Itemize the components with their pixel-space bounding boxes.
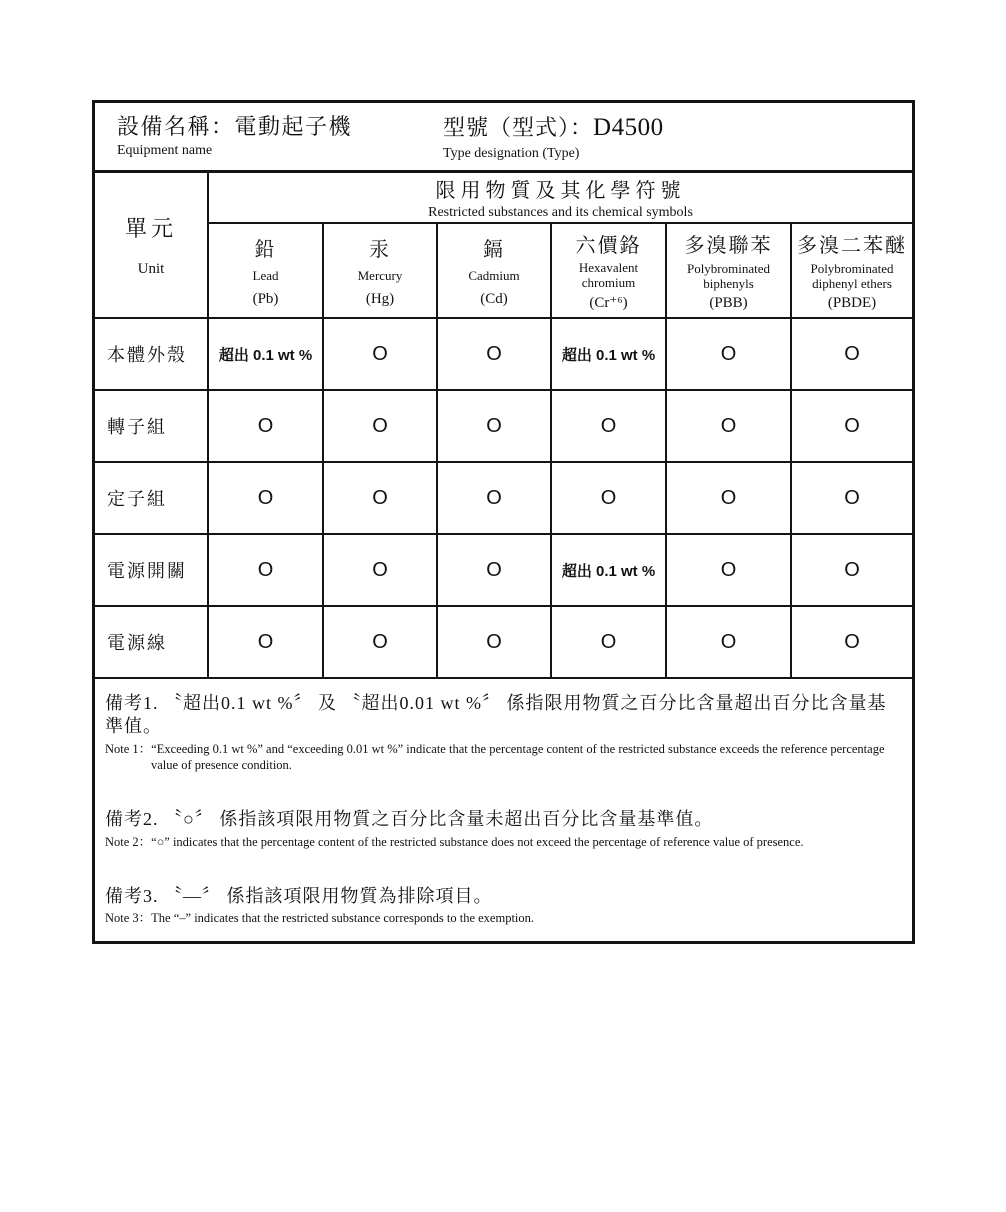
substance-en: Mercury xyxy=(357,268,403,284)
table-row xyxy=(95,606,912,678)
circle-mark: O xyxy=(844,630,860,653)
table-row xyxy=(95,318,912,390)
unit-header-zh: 單元 xyxy=(124,216,177,241)
value-cell xyxy=(323,462,437,534)
circle-mark: O xyxy=(486,486,502,509)
circle-mark: O xyxy=(372,414,388,437)
note-2-zh: 備考2. 〝○〞 係指該項限用物質之百分比含量未超出百分比含量基準值。 xyxy=(105,809,714,830)
value-cell xyxy=(323,606,437,678)
substance-sym: (Cr⁺⁶) xyxy=(589,295,628,312)
note-1-en: Note 1：“Exceeding 0.1 wt %” and “exceeding 0.01 wt %” indicate that the percentage content of the restricted substance exceeds the reference percentage value of presence condition. xyxy=(105,741,885,773)
note-3-zh: 備考3. 〝—〞 係指該項限用物質為排除項目。 xyxy=(105,885,493,906)
value-cell xyxy=(666,390,791,462)
restricted-header-row xyxy=(95,173,912,223)
table-row xyxy=(95,390,912,462)
circle-mark: O xyxy=(372,558,388,581)
substance-header xyxy=(551,223,666,318)
type-designation-zh xyxy=(443,114,664,143)
circle-mark: O xyxy=(257,486,274,509)
value-cell xyxy=(208,534,323,606)
substance-sym: (PBB) xyxy=(709,294,748,311)
unit-cell: 電源開關 xyxy=(95,534,208,606)
value-cell xyxy=(791,318,912,390)
value-cell xyxy=(323,534,437,606)
value-cell xyxy=(791,606,912,678)
value-cell xyxy=(323,390,437,462)
value-cell xyxy=(791,462,912,534)
note-1-zh: 備考1. 〝超出0.1 wt %〞 及 〝超出0.01 wt %〞 係指限用物質之百分比含量超出百分比含量基準值。 xyxy=(105,693,887,737)
value-cell xyxy=(666,462,791,534)
notes-section xyxy=(95,679,912,927)
circle-mark: O xyxy=(844,486,860,509)
substance-zh: 多溴二苯醚 xyxy=(797,235,907,258)
note-3 xyxy=(105,885,900,927)
value-cell xyxy=(551,534,666,606)
substance-sym: (Cd) xyxy=(480,290,508,307)
type-designation-block xyxy=(443,114,664,162)
value-cell xyxy=(208,390,323,462)
circle-mark: O xyxy=(600,486,617,509)
unit-cell: 轉子組 xyxy=(95,390,208,462)
value-cell xyxy=(437,390,551,462)
type-label: 型號（型式）： xyxy=(443,115,594,140)
circle-mark: O xyxy=(372,486,388,509)
table-row xyxy=(95,462,912,534)
restricted-header-en: Restricted substances and its chemical symbols xyxy=(428,205,693,220)
substance-zh: 六價鉻 xyxy=(575,234,642,257)
substance-sym: (PBDE) xyxy=(827,294,877,311)
value-cell xyxy=(551,606,666,678)
substance-zh: 鉛 xyxy=(254,239,277,262)
circle-mark: O xyxy=(257,414,274,437)
substance-sym: (Hg) xyxy=(365,290,395,307)
circle-mark: O xyxy=(844,558,860,581)
substance-sym: (Pb) xyxy=(252,290,279,307)
substance-header-content xyxy=(438,224,550,317)
circle-mark: O xyxy=(600,414,617,437)
value-cell xyxy=(666,318,791,390)
equipment-name-block xyxy=(117,114,443,159)
circle-mark: O xyxy=(720,486,737,509)
note-2 xyxy=(105,808,900,850)
equipment-name-zh: 設備名稱：電動起子機 xyxy=(117,114,353,139)
exceed-value: 超出 0.1 wt % xyxy=(561,346,656,364)
exceed-value: 超出 0.1 wt % xyxy=(218,346,313,364)
circle-mark: O xyxy=(720,342,737,365)
note-1 xyxy=(105,692,900,773)
substance-en: Polybrominated biphenyls xyxy=(686,260,771,291)
type-designation-en: Type designation (Type) xyxy=(443,145,580,161)
equipment-name-en: Equipment name xyxy=(117,143,213,159)
substance-en: Polybrominated diphenyl ethers xyxy=(810,260,894,291)
grid-body xyxy=(95,318,912,678)
value-cell xyxy=(551,462,666,534)
substance-header xyxy=(666,223,791,318)
substance-header-content xyxy=(792,224,912,317)
circle-mark: O xyxy=(372,630,388,653)
value-cell xyxy=(437,534,551,606)
unit-cell: 電源線 xyxy=(95,606,208,678)
substance-zh: 鎘 xyxy=(483,239,505,262)
table-row xyxy=(95,534,912,606)
exceed-value: 超出 0.1 wt % xyxy=(561,562,656,580)
value-cell xyxy=(323,318,437,390)
substance-header xyxy=(437,223,551,318)
unit-cell: 定子組 xyxy=(95,462,208,534)
substance-header xyxy=(208,223,323,318)
substance-en: Lead xyxy=(252,268,279,284)
circle-mark: O xyxy=(486,558,502,581)
circle-mark: O xyxy=(720,414,737,437)
restricted-substances-header xyxy=(208,173,912,223)
value-cell xyxy=(551,390,666,462)
circle-mark: O xyxy=(372,342,388,365)
note-3-en: Note 3：The “–” indicates that the restricted substance corresponds to the exemption. xyxy=(105,911,535,926)
circle-mark: O xyxy=(486,342,502,365)
circle-mark: O xyxy=(844,342,860,365)
substance-header-content xyxy=(209,224,322,317)
value-cell xyxy=(666,534,791,606)
model-number: D4500 xyxy=(593,114,664,141)
circle-mark: O xyxy=(720,630,737,653)
value-cell xyxy=(791,534,912,606)
substance-header xyxy=(323,223,437,318)
equipment-header xyxy=(95,103,912,173)
circle-mark: O xyxy=(486,630,502,653)
substance-header-content xyxy=(552,224,665,317)
substance-en: Hexavalent chromium xyxy=(578,259,639,290)
unit-cell: 本體外殼 xyxy=(95,318,208,390)
value-cell xyxy=(208,462,323,534)
value-cell xyxy=(208,606,323,678)
value-cell xyxy=(666,606,791,678)
value-cell xyxy=(437,318,551,390)
circle-mark: O xyxy=(486,414,502,437)
note-2-en: Note 2：“○” indicates that the percentage content of the restricted substance does not exceed the percentage of reference value of presence. xyxy=(105,834,804,849)
value-cell xyxy=(551,318,666,390)
substance-names-row xyxy=(95,223,912,318)
value-cell xyxy=(208,318,323,390)
unit-column-header xyxy=(95,173,208,318)
unit-header-en: Unit xyxy=(137,261,165,277)
circle-mark: O xyxy=(600,630,617,653)
substance-zh: 汞 xyxy=(369,239,391,262)
rohs-declaration-table xyxy=(92,100,915,944)
substance-header-content xyxy=(324,224,436,317)
circle-mark: O xyxy=(720,558,737,581)
restricted-header-zh: 限用物質及其化學符號 xyxy=(435,180,686,202)
value-cell xyxy=(437,606,551,678)
substance-zh: 多溴聯苯 xyxy=(684,235,773,258)
value-cell xyxy=(437,462,551,534)
substance-en: Cadmium xyxy=(468,268,520,284)
substances-grid xyxy=(95,173,912,679)
circle-mark: O xyxy=(257,558,274,581)
substance-header xyxy=(791,223,912,318)
circle-mark: O xyxy=(844,414,860,437)
value-cell xyxy=(791,390,912,462)
substance-header-content xyxy=(667,224,790,317)
circle-mark: O xyxy=(257,630,274,653)
